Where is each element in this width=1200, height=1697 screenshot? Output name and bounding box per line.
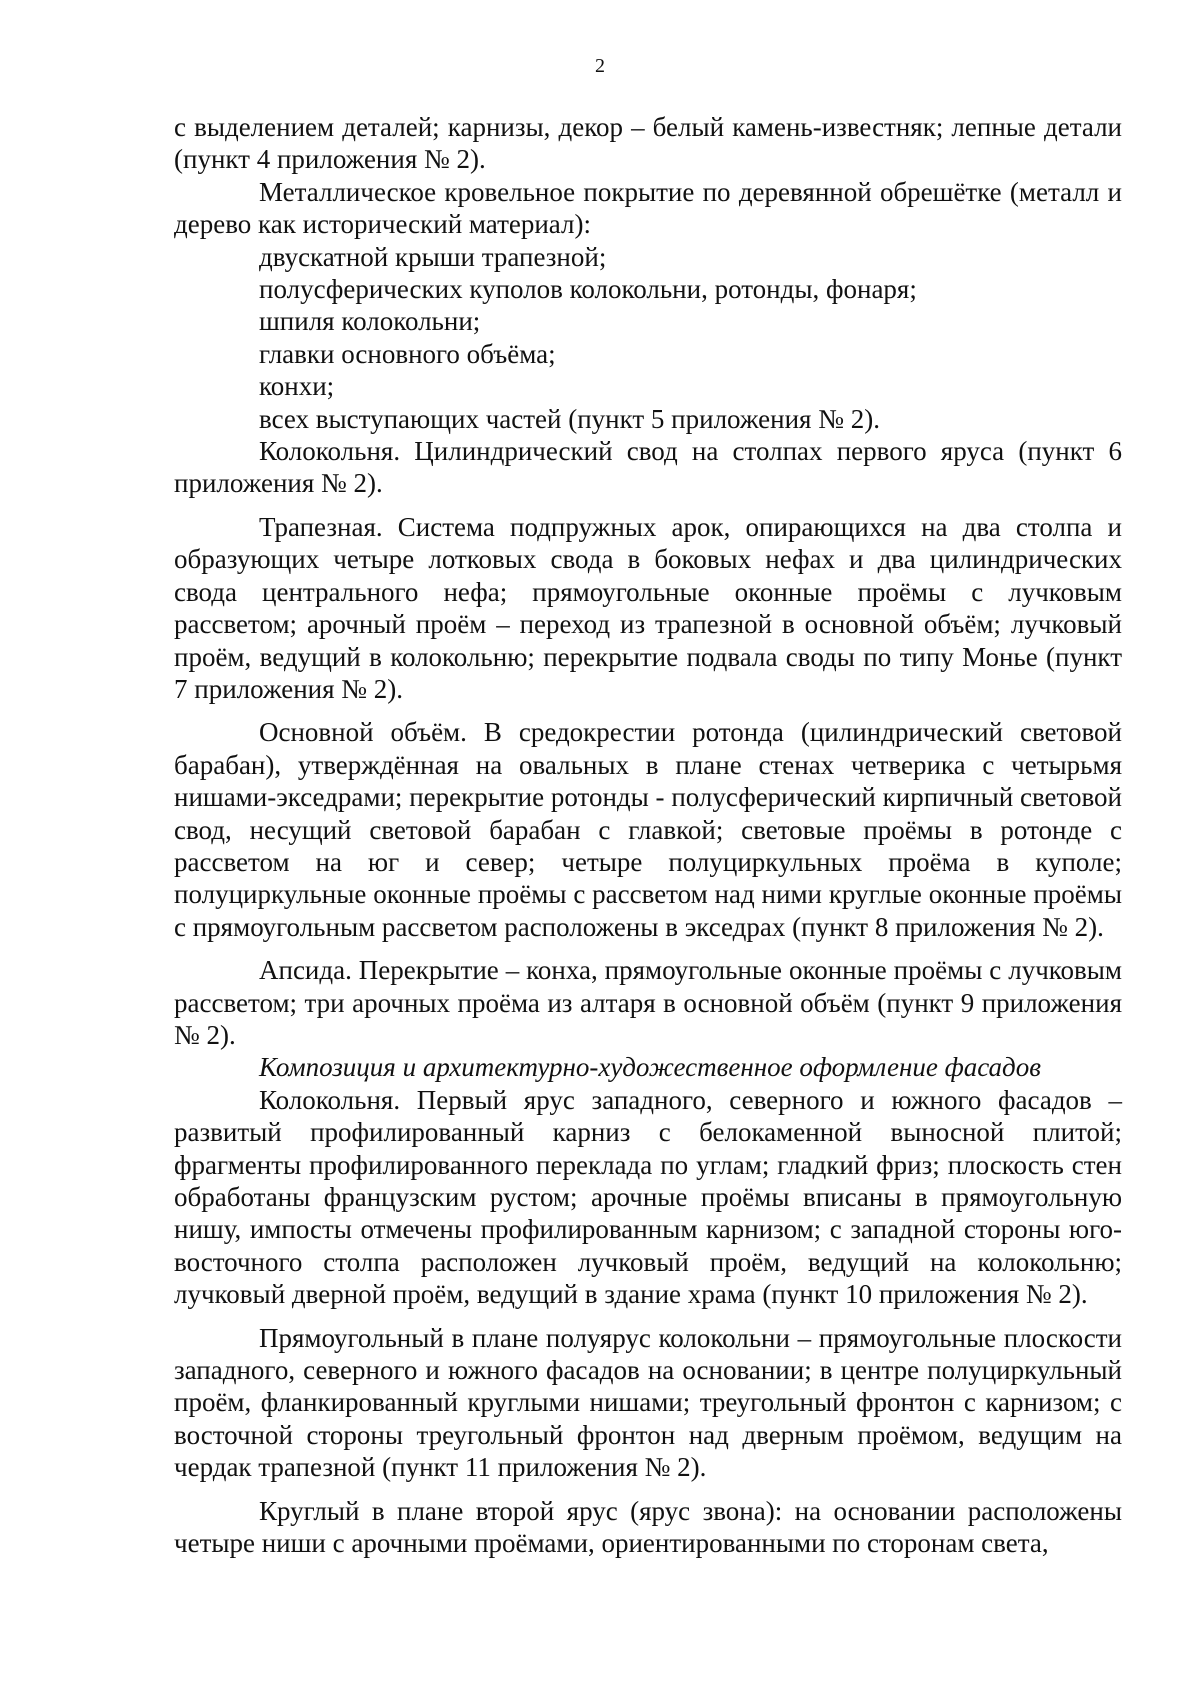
roof-list-item: главки основного объёма;: [259, 338, 556, 369]
roof-intro-paragraph: Металлическое кровельное покрытие по деревянной обрешётке (металл и дерево как исторический материал):: [174, 176, 1122, 240]
section-heading: Композиция и архитектурно-художественное оформление фасадов: [259, 1052, 1041, 1083]
facade-bell-tower-paragraph: Колокольня. Первый ярус западного, северного и южного фасадов – развитый профилированный карниз с белокаменной выносной плитой; фрагменты профилированного переклада по углам; гладкий фриз; плоскость стен обработаны французским рустом; арочные проёмы вписаны в прямоугольную нишу, импосты отмечены профилированным карнизом; с западной стороны юго-восточного столпа расположен лучковый проём, ведущий на колокольню; лучковый дверной проём, ведущий в здание храма (пункт 10 приложения № 2).: [174, 1084, 1122, 1310]
document-body: [174, 111, 1122, 1559]
refectory-paragraph: Трапезная. Система подпружных арок, опирающихся на два столпа и образующих четыре лотковых свода в боковых нефах и два цилиндрических свода центрального нефа; прямоугольные оконные проёмы с лучковым рассветом; арочный проём – переход из трапезной в основной объём; лучковый проём, ведущий в колокольню; перекрытие подвала своды по типу Монье (пункт 7 приложения № 2).: [174, 511, 1122, 704]
roof-list-item: шпиля колокольни;: [259, 306, 481, 337]
roof-list-item: всех выступающих частей (пункт 5 приложения № 2).: [259, 403, 880, 434]
continuation-paragraph: с выделением деталей; карнизы, декор – белый камень-известняк; лепные детали (пункт 4 приложения № 2).: [174, 112, 1122, 175]
roof-list-item: двускатной крыши трапезной;: [259, 241, 607, 272]
page-number: 2: [595, 55, 605, 77]
second-tier-paragraph: Круглый в плане второй ярус (ярус звона): на основании расположены четыре ниши с арочными проёмами, ориентированными по сторонам света,: [174, 1495, 1122, 1559]
half-tier-paragraph: Прямоугольный в плане полуярус колокольни – прямоугольные плоскости западного, северного и южного фасадов на основании; в центре полуциркульный проём, фланкированный круглыми нишами; треугольный фронтон с карнизом; с восточной стороны треугольный фронтон над дверным проёмом, ведущим на чердак трапезной (пункт 11 приложения № 2).: [174, 1322, 1122, 1483]
bell-tower-paragraph: Колокольня. Цилиндрический свод на столпах первого яруса (пункт 6 приложения № 2).: [174, 436, 1122, 499]
main-volume-paragraph: Основной объём. В средокрестии ротонда (цилиндрический световой барабан), утверждённая на овальных в плане стенах четверика с четырьмя нишами-экседрами; перекрытие ротонды - полусферический кирпичный световой свод, несущий световой барабан с главкой; световые проёмы в ротонде с рассветом на юг и север; четыре полуциркульных проёма в куполе; полуциркульные оконные проёмы с рассветом над ними круглые оконные проёмы с прямоугольным рассветом расположены в экседрах (пункт 8 приложения № 2).: [174, 717, 1122, 942]
apse-paragraph: Апсида. Перекрытие – конха, прямоугольные оконные проёмы с лучковым рассветом; три арочных проёма из алтаря в основной объём (пункт 9 приложения № 2).: [174, 955, 1122, 1050]
roof-list-item: конхи;: [259, 371, 335, 402]
roof-list-item: полусферических куполов колокольни, ротонды, фонаря;: [259, 274, 917, 305]
